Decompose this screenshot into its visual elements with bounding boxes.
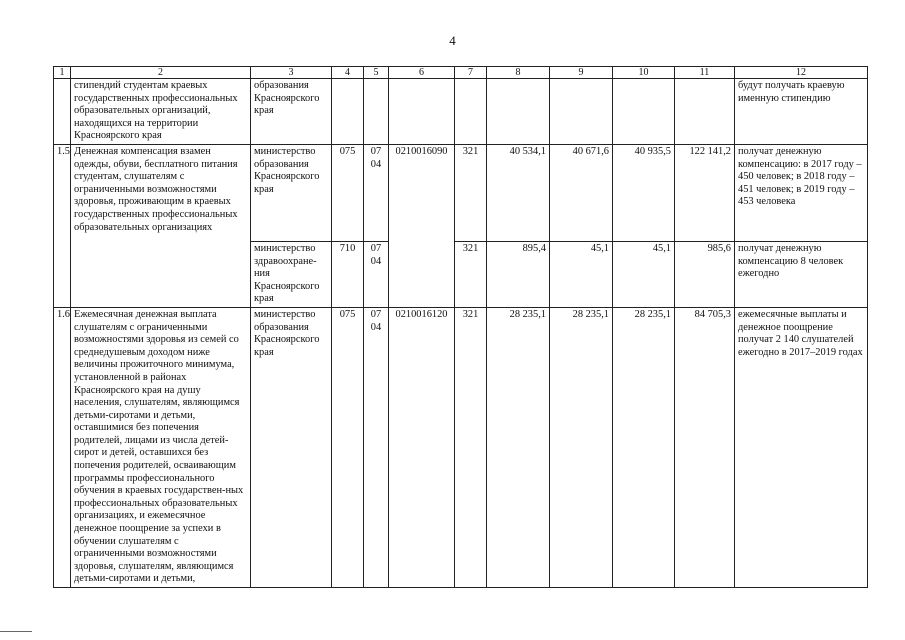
section-code: 07 04: [364, 241, 389, 307]
table-row-1-5-a: [54, 144, 868, 241]
responsible-org: министерство здравоохране-ния Красноярского края: [251, 241, 332, 307]
expected-result: будут получать краевую именную стипендию: [735, 79, 868, 145]
amount-total: 985,6: [675, 241, 735, 307]
measure-name: стипендий студентам краевых государственных профессиональных образовательных организаций, находящихся на территории Красноярского края: [71, 79, 251, 145]
header-cell: 8: [487, 67, 550, 79]
header-cell: 3: [251, 67, 332, 79]
header-cell: 4: [332, 67, 364, 79]
program-measures-table: [53, 66, 868, 588]
row-number: 1.6: [54, 307, 71, 587]
expected-result: получат денежную компенсацию: в 2017 году – 450 человек; в 2018 году – 451 человек; в 2019 году – 453 человека: [735, 144, 868, 241]
grbs-code: 075: [332, 144, 364, 241]
expected-result: ежемесячные выплаты и денежное поощрение получат 2 140 слушателей ежегодно в 2017–2019 годах: [735, 307, 868, 587]
amount-2019: 45,1: [613, 241, 675, 307]
amount-2017: 40 534,1: [487, 144, 550, 241]
amount-2019: 40 935,5: [613, 144, 675, 241]
table-row-continued: [54, 79, 868, 145]
amount-2018: 28 235,1: [550, 307, 613, 587]
amount-2017: 28 235,1: [487, 307, 550, 587]
amount-2017: 895,4: [487, 241, 550, 307]
header-cell: 6: [389, 67, 455, 79]
header-cell: 10: [613, 67, 675, 79]
header-row: [54, 67, 868, 79]
page-number: 4: [449, 33, 456, 48]
measure-name: Денежная компенсация взамен одежды, обуви, бесплатного питания студентам, слушателям с ограниченными возможностями здоровья, проживающим в краевых государственных профессиональных образовательных организациях: [71, 144, 251, 307]
header-cell: 7: [455, 67, 487, 79]
amount-2018: 45,1: [550, 241, 613, 307]
table-row-1-6: [54, 307, 868, 587]
section-code: 07 04: [364, 144, 389, 241]
row-number: 1.5: [54, 144, 71, 307]
target-article-code: 0210016090: [389, 144, 455, 307]
header-cell: 9: [550, 67, 613, 79]
grbs-code: 710: [332, 241, 364, 307]
section-code: 07 04: [364, 307, 389, 587]
header-cell: 1: [54, 67, 71, 79]
amount-2018: 40 671,6: [550, 144, 613, 241]
amount-2019: 28 235,1: [613, 307, 675, 587]
target-article-code: 0210016120: [389, 307, 455, 587]
responsible-org: министерство образования Красноярского края: [251, 307, 332, 587]
amount-total: 122 141,2: [675, 144, 735, 241]
measure-name: Ежемесячная денежная выплата слушателям с ограниченными возможностями здоровья из семей со среднедушевым доходом ниже величины прожиточного минимума, установленной в районах Красноярского края на душу населения, слушателям, являющимся детьми-сиротами и детьми, оставшимися без попечения родителей, лицами из числа детей-сирот и детей, оставшихся без попечения родителей, осваивающим программы профессионального обучения в краевых государствен-ных профессиональных образовательных организациях, и ежемесячное денежное поощрение за успехи в обучении слушателям с ограниченными возможностями здоровья, слушателям, являющимся детьми-сиротами и детьми,: [71, 307, 251, 587]
header-cell: 11: [675, 67, 735, 79]
responsible-org: министерство образования Красноярского края: [251, 144, 332, 241]
header-cell: 5: [364, 67, 389, 79]
header-cell: 2: [71, 67, 251, 79]
expense-type-code: 321: [455, 307, 487, 587]
expense-type-code: 321: [455, 144, 487, 241]
amount-total: 84 705,3: [675, 307, 735, 587]
page-edge-mark: [0, 631, 32, 632]
grbs-code: 075: [332, 307, 364, 587]
expense-type-code: 321: [455, 241, 487, 307]
responsible-org: образования Красноярского края: [251, 79, 332, 145]
header-cell: 12: [735, 67, 868, 79]
expected-result: получат денежную компенсацию 8 человек ежегодно: [735, 241, 868, 307]
